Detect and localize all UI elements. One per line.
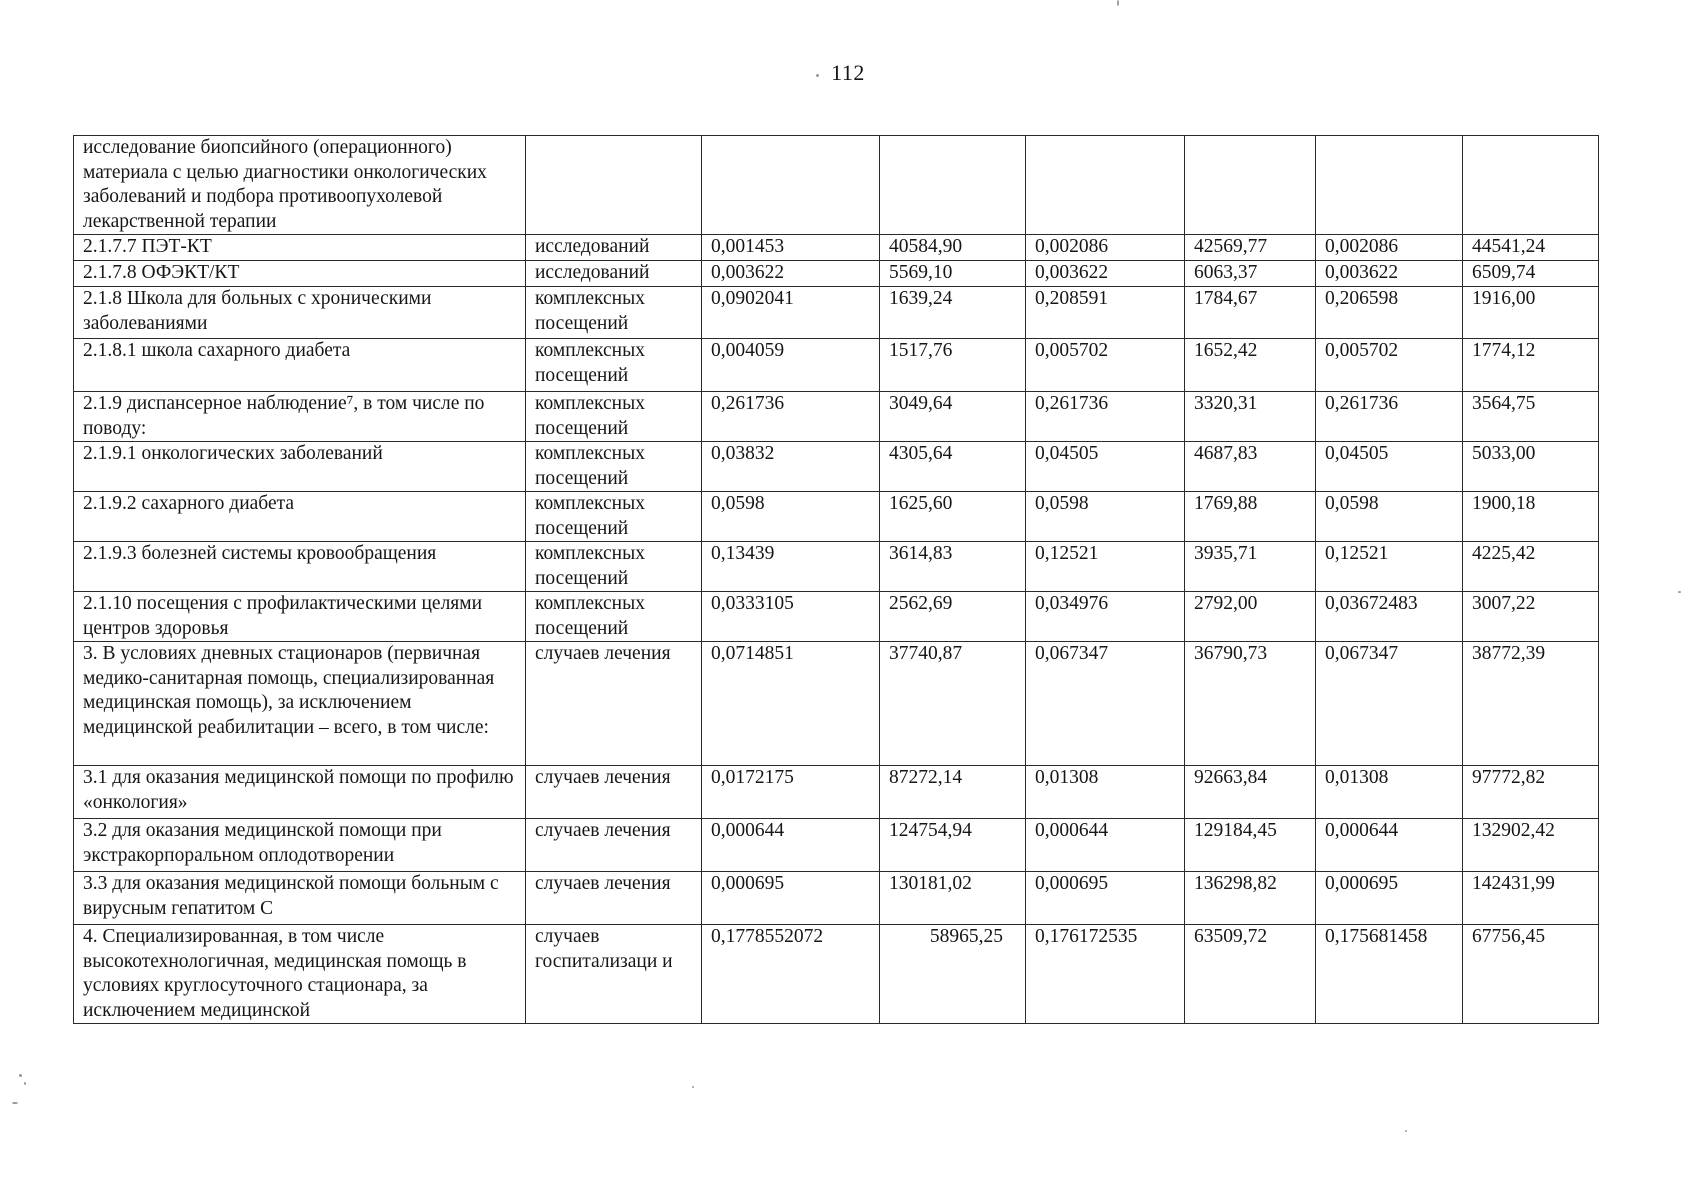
value-cell: 2562,69 [880,592,1026,642]
table-row [74,819,1599,872]
value-cell: 0,1778552072 [702,925,880,1024]
row-label: 2.1.8 Школа для больных с хроническими заболеваниями [74,287,526,339]
scan-speck [19,1074,22,1077]
row-label: 3.2 для оказания медицинской помощи при экстракорпоральном оплодотворении [74,819,526,872]
unit-cell: комплексных посещений [526,392,702,442]
value-cell: 0,175681458 [1316,925,1463,1024]
row-label: 4. Специализированная, в том числе высокотехнологичная, медицинская помощь в условиях круглосуточного стационара, за исключением медицинской [74,925,526,1024]
unit-cell: случаев лечения [526,766,702,819]
value-cell: 0,176172535 [1026,925,1185,1024]
table-row [74,542,1599,592]
table-row [74,492,1599,542]
row-label: 2.1.9.3 болезней системы кровообращения [74,542,526,592]
value-cell: 0,01308 [1026,766,1185,819]
scan-speck [1678,591,1681,593]
value-cell: 0,005702 [1026,339,1185,392]
value-cell: 136298,82 [1185,872,1316,925]
value-cell: 38772,39 [1463,642,1599,766]
value-cell: 0,000695 [702,872,880,925]
value-cell: 0,000644 [1316,819,1463,872]
scan-speck [24,1082,26,1085]
unit-cell: комплексных посещений [526,592,702,642]
unit-cell: комплексных посещений [526,542,702,592]
scan-speck [1405,1130,1407,1132]
value-cell: 6063,37 [1185,261,1316,287]
value-cell: 124754,94 [880,819,1026,872]
value-cell: 5033,00 [1463,442,1599,492]
unit-cell: исследований [526,261,702,287]
value-cell: 0,0598 [702,492,880,542]
value-cell: 2792,00 [1185,592,1316,642]
data-table [73,135,1599,1024]
value-cell: 67756,45 [1463,925,1599,1024]
value-cell: 129184,45 [1185,819,1316,872]
value-cell: 42569,77 [1185,235,1316,261]
value-cell: 5569,10 [880,261,1026,287]
unit-cell: случаев госпитализаци и [526,925,702,1024]
unit-cell: случаев лечения [526,819,702,872]
value-cell: 6509,74 [1463,261,1599,287]
value-cell: 92663,84 [1185,766,1316,819]
unit-cell [526,136,702,235]
value-cell: 0,0333105 [702,592,880,642]
unit-cell: комплексных посещений [526,492,702,542]
value-cell: 0,04505 [1316,442,1463,492]
value-cell: 0,0902041 [702,287,880,339]
value-cell: 0,000644 [1026,819,1185,872]
value-cell: 40584,90 [880,235,1026,261]
unit-cell: случаев лечения [526,872,702,925]
page-number: 112 [831,60,865,85]
value-cell: 0,261736 [1026,392,1185,442]
value-cell: 0,067347 [1026,642,1185,766]
value-cell: 130181,02 [880,872,1026,925]
unit-cell: комплексных посещений [526,287,702,339]
table-row [74,872,1599,925]
value-cell: 3935,71 [1185,542,1316,592]
value-cell: 58965,25 [880,925,1026,1024]
row-label: 2.1.9.1 онкологических заболеваний [74,442,526,492]
unit-cell: комплексных посещений [526,339,702,392]
value-cell: 3614,83 [880,542,1026,592]
scan-speck [816,74,819,77]
row-label: исследование биопсийного (операционного) материала с целью диагностики онкологических заболеваний и подбора противоопухолевой лекарственной терапии [74,136,526,235]
table-row [74,339,1599,392]
value-cell: 0,01308 [1316,766,1463,819]
value-cell: 0,12521 [1026,542,1185,592]
value-cell: 87272,14 [880,766,1026,819]
value-cell: 0,0598 [1026,492,1185,542]
value-cell: 0,0598 [1316,492,1463,542]
value-cell: 4305,64 [880,442,1026,492]
value-cell: 0,261736 [1316,392,1463,442]
table-row [74,442,1599,492]
value-cell: 0,003622 [1316,261,1463,287]
value-cell: 1517,76 [880,339,1026,392]
row-label: 2.1.9 диспансерное наблюдение⁷, в том числе по поводу: [74,392,526,442]
value-cell [702,136,880,235]
value-cell: 1652,42 [1185,339,1316,392]
scan-speck [1117,0,1119,6]
value-cell: 0,002086 [1316,235,1463,261]
row-label: 2.1.9.2 сахарного диабета [74,492,526,542]
value-cell: 142431,99 [1463,872,1599,925]
value-cell [1026,136,1185,235]
value-cell: 63509,72 [1185,925,1316,1024]
value-cell: 4225,42 [1463,542,1599,592]
table-row [74,925,1599,1024]
value-cell: 0,034976 [1026,592,1185,642]
value-cell: 44541,24 [1463,235,1599,261]
value-cell: 0,208591 [1026,287,1185,339]
row-label: 3.3 для оказания медицинской помощи больным с вирусным гепатитом С [74,872,526,925]
table-row [74,592,1599,642]
value-cell: 4687,83 [1185,442,1316,492]
value-cell: 3007,22 [1463,592,1599,642]
value-cell: 0,067347 [1316,642,1463,766]
value-cell: 0,005702 [1316,339,1463,392]
value-cell [1463,136,1599,235]
value-cell: 3564,75 [1463,392,1599,442]
value-cell: 1625,60 [880,492,1026,542]
value-cell: 1900,18 [1463,492,1599,542]
value-cell: 37740,87 [880,642,1026,766]
scan-speck [12,1102,18,1104]
value-cell: 1769,88 [1185,492,1316,542]
value-cell [1316,136,1463,235]
value-cell: 0,000695 [1316,872,1463,925]
value-cell [1185,136,1316,235]
table-row [74,766,1599,819]
table-row [74,136,1599,235]
value-cell: 0,03672483 [1316,592,1463,642]
unit-cell: случаев лечения [526,642,702,766]
value-cell: 0,04505 [1026,442,1185,492]
value-cell: 1774,12 [1463,339,1599,392]
row-label: 2.1.7.8 ОФЭКТ/КТ [74,261,526,287]
value-cell: 0,000695 [1026,872,1185,925]
table-row [74,287,1599,339]
table-row [74,642,1599,766]
value-cell: 0,002086 [1026,235,1185,261]
value-cell: 0,0714851 [702,642,880,766]
value-cell: 3320,31 [1185,392,1316,442]
value-cell: 1916,00 [1463,287,1599,339]
table-row [74,392,1599,442]
value-cell: 0,03832 [702,442,880,492]
value-cell: 0,003622 [702,261,880,287]
value-cell: 3049,64 [880,392,1026,442]
table-row [74,261,1599,287]
value-cell [880,136,1026,235]
value-cell: 0,13439 [702,542,880,592]
value-cell: 0,003622 [1026,261,1185,287]
value-cell: 0,001453 [702,235,880,261]
value-cell: 132902,42 [1463,819,1599,872]
data-table-container [73,135,1598,1024]
value-cell: 0,000644 [702,819,880,872]
value-cell: 0,004059 [702,339,880,392]
row-label: 3. В условиях дневных стационаров (первичная медико-санитарная помощь, специализированная медицинская помощь), за исключением медицинской реабилитации – всего, в том числе: [74,642,526,766]
value-cell: 0,261736 [702,392,880,442]
value-cell: 1639,24 [880,287,1026,339]
value-cell: 1784,67 [1185,287,1316,339]
unit-cell: комплексных посещений [526,442,702,492]
value-cell: 36790,73 [1185,642,1316,766]
unit-cell: исследований [526,235,702,261]
value-cell: 0,0172175 [702,766,880,819]
row-label: 3.1 для оказания медицинской помощи по профилю «онкология» [74,766,526,819]
row-label: 2.1.7.7 ПЭТ-КТ [74,235,526,261]
row-label: 2.1.10 посещения с профилактическими целями центров здоровья [74,592,526,642]
row-label: 2.1.8.1 школа сахарного диабета [74,339,526,392]
value-cell: 0,12521 [1316,542,1463,592]
value-cell: 97772,82 [1463,766,1599,819]
value-cell: 0,206598 [1316,287,1463,339]
scan-speck [692,1086,694,1088]
table-row [74,235,1599,261]
